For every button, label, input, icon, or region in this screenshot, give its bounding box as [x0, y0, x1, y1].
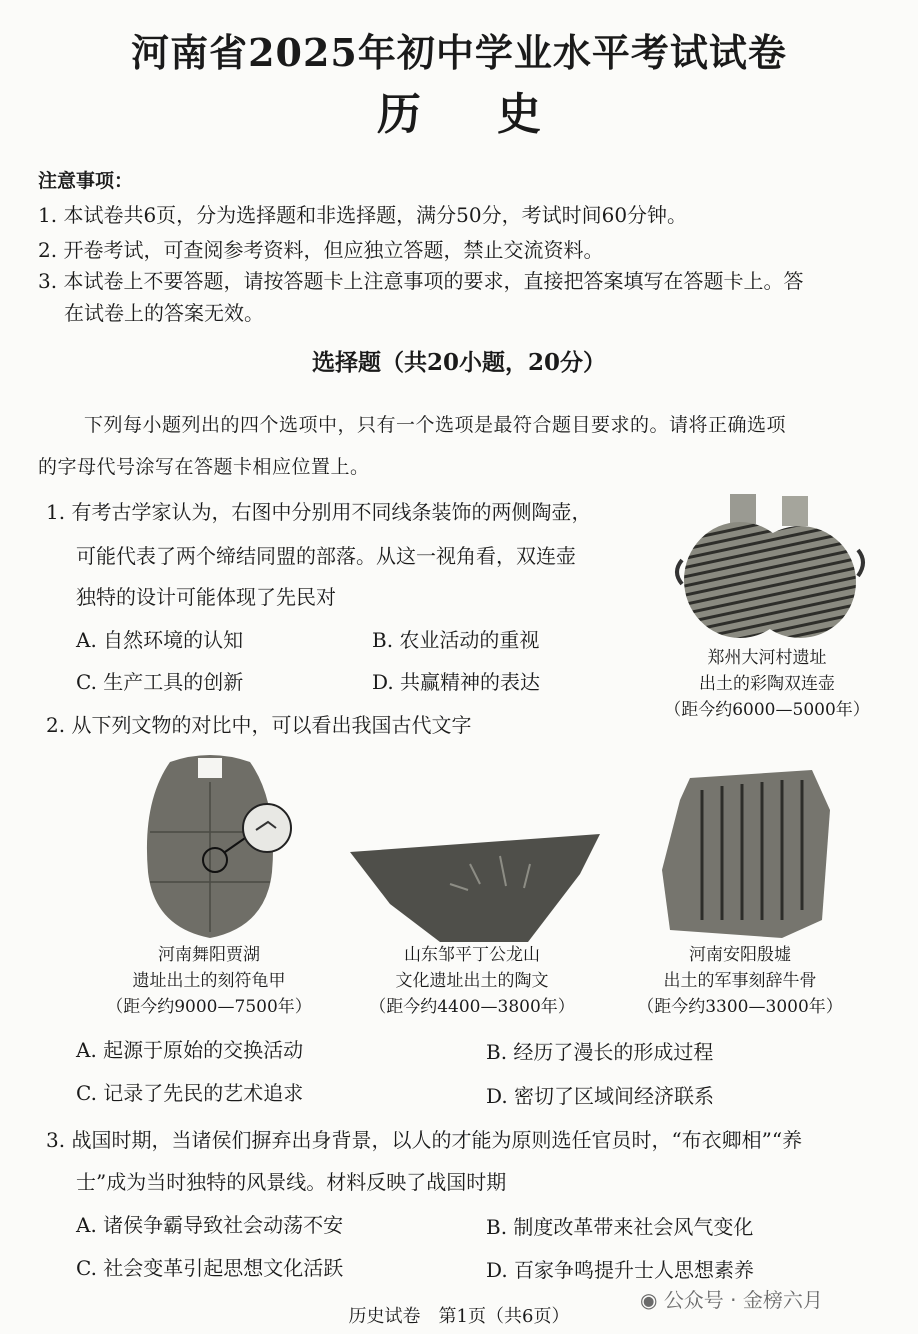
q2-option-b: B. 经历了漫长的形成过程 [486, 1040, 714, 1064]
q1-figure-caption [652, 645, 882, 723]
pottery-shard-image [350, 834, 600, 944]
q2-caption-3-line-2: 出土的军事刻辞牛骨 [663, 971, 817, 991]
q2-option-c: C. 记录了先民的艺术追求 [76, 1081, 304, 1105]
q2-option-d: D. 密切了区域间经济联系 [486, 1084, 715, 1108]
q3-option-a: A. 诸侯争霸导致社会动荡不安 [76, 1213, 344, 1237]
q2-caption-2-line-2: 文化遗址出土的陶文 [395, 971, 549, 991]
q2-stem: 2. 从下列文物的对比中，可以看出我国古代文字 [46, 713, 472, 737]
tortoise-shell-image [120, 752, 300, 940]
q1-stem-1: 1. 有考古学家认为，右图中分别用不同线条装饰的两侧陶壶， [46, 500, 592, 524]
section-intro-1: 下列每小题列出的四个选项中，只有一个选项是最符合题目要求的。请将正确选项 [84, 414, 787, 436]
q2-caption-1-line-2: 遗址出土的刻符龟甲 [132, 971, 286, 991]
notice-heading: 注意事项： [38, 170, 134, 192]
q2-caption-2 [362, 942, 582, 1020]
q1-caption-line-3: （距今约6000—5000年） [664, 700, 870, 720]
q1-option-a: A. 自然环境的认知 [76, 628, 244, 652]
q3-stem-1: 3. 战国时期，当诸侯们摒弃出身背景，以人的才能为原则选任官员时，“布衣卿相”“养 [46, 1128, 803, 1152]
notice-item-3-cont: 在试卷上的答案无效。 [64, 301, 264, 325]
q1-option-b: B. 农业活动的重视 [372, 628, 540, 652]
q2-caption-3 [630, 942, 850, 1020]
q2-option-a: A. 起源于原始的交换活动 [76, 1038, 304, 1062]
q3-option-d: D. 百家争鸣提升士人思想素养 [486, 1258, 755, 1282]
q2-caption-1-line-3: （距今约9000—7500年） [106, 997, 312, 1017]
q2-caption-1-line-1: 河南舞阳贾湖 [158, 945, 260, 965]
watermark [640, 1284, 823, 1313]
notice-item-1: 1. 本试卷共6页，分为选择题和非选择题，满分50分，考试时间60分钟。 [38, 203, 688, 227]
section-title: 选择题（共20小题，20分） [311, 349, 606, 376]
double-pot-image [672, 490, 868, 640]
q3-stem-2: 士”成为当时独特的风景线。材料反映了战国时期 [76, 1170, 507, 1194]
page-footer: 历史试卷 第1页（共6页） [348, 1306, 570, 1327]
notice-item-3: 3. 本试卷上不要答题，请按答题卡上注意事项的要求，直接把答案填写在答题卡上。答 [38, 269, 804, 293]
wechat-icon: ◉ [640, 1288, 658, 1312]
q2-caption-1 [96, 942, 322, 1020]
watermark-text: 公众号 · 金榜六月 [663, 1288, 823, 1312]
subject-char-1: 历 [377, 89, 421, 140]
q1-stem-3: 独特的设计可能体现了先民对 [76, 585, 336, 609]
q3-option-b: B. 制度改革带来社会风气变化 [486, 1215, 754, 1239]
q1-caption-line-2: 出土的彩陶双连壶 [699, 674, 835, 694]
q1-stem-2: 可能代表了两个缔结同盟的部落。从这一视角看，双连壶 [76, 544, 576, 568]
q2-caption-3-line-1: 河南安阳殷墟 [689, 945, 791, 965]
subject-title [0, 78, 918, 142]
q1-option-c: C. 生产工具的创新 [76, 670, 244, 694]
exam-title: 河南省2025年初中学业水平考试试卷 [131, 30, 787, 75]
section-intro-2: 的字母代号涂写在答题卡相应位置上。 [38, 456, 370, 478]
q1-caption-line-1: 郑州大河村遗址 [707, 648, 827, 668]
q2-caption-3-line-3: （距今约3300—3000年） [637, 997, 843, 1017]
q2-caption-2-line-3: （距今约4400—3800年） [369, 997, 575, 1017]
q3-option-c: C. 社会变革引起思想文化活跃 [76, 1256, 344, 1280]
notice-item-2: 2. 开卷考试，可查阅参考资料，但应独立答题，禁止交流资料。 [38, 238, 604, 262]
ox-bone-image [662, 770, 838, 938]
q1-option-d: D. 共赢精神的表达 [372, 670, 541, 694]
subject-char-2: 史 [497, 89, 541, 140]
q2-caption-2-line-1: 山东邹平丁公龙山 [404, 945, 540, 965]
